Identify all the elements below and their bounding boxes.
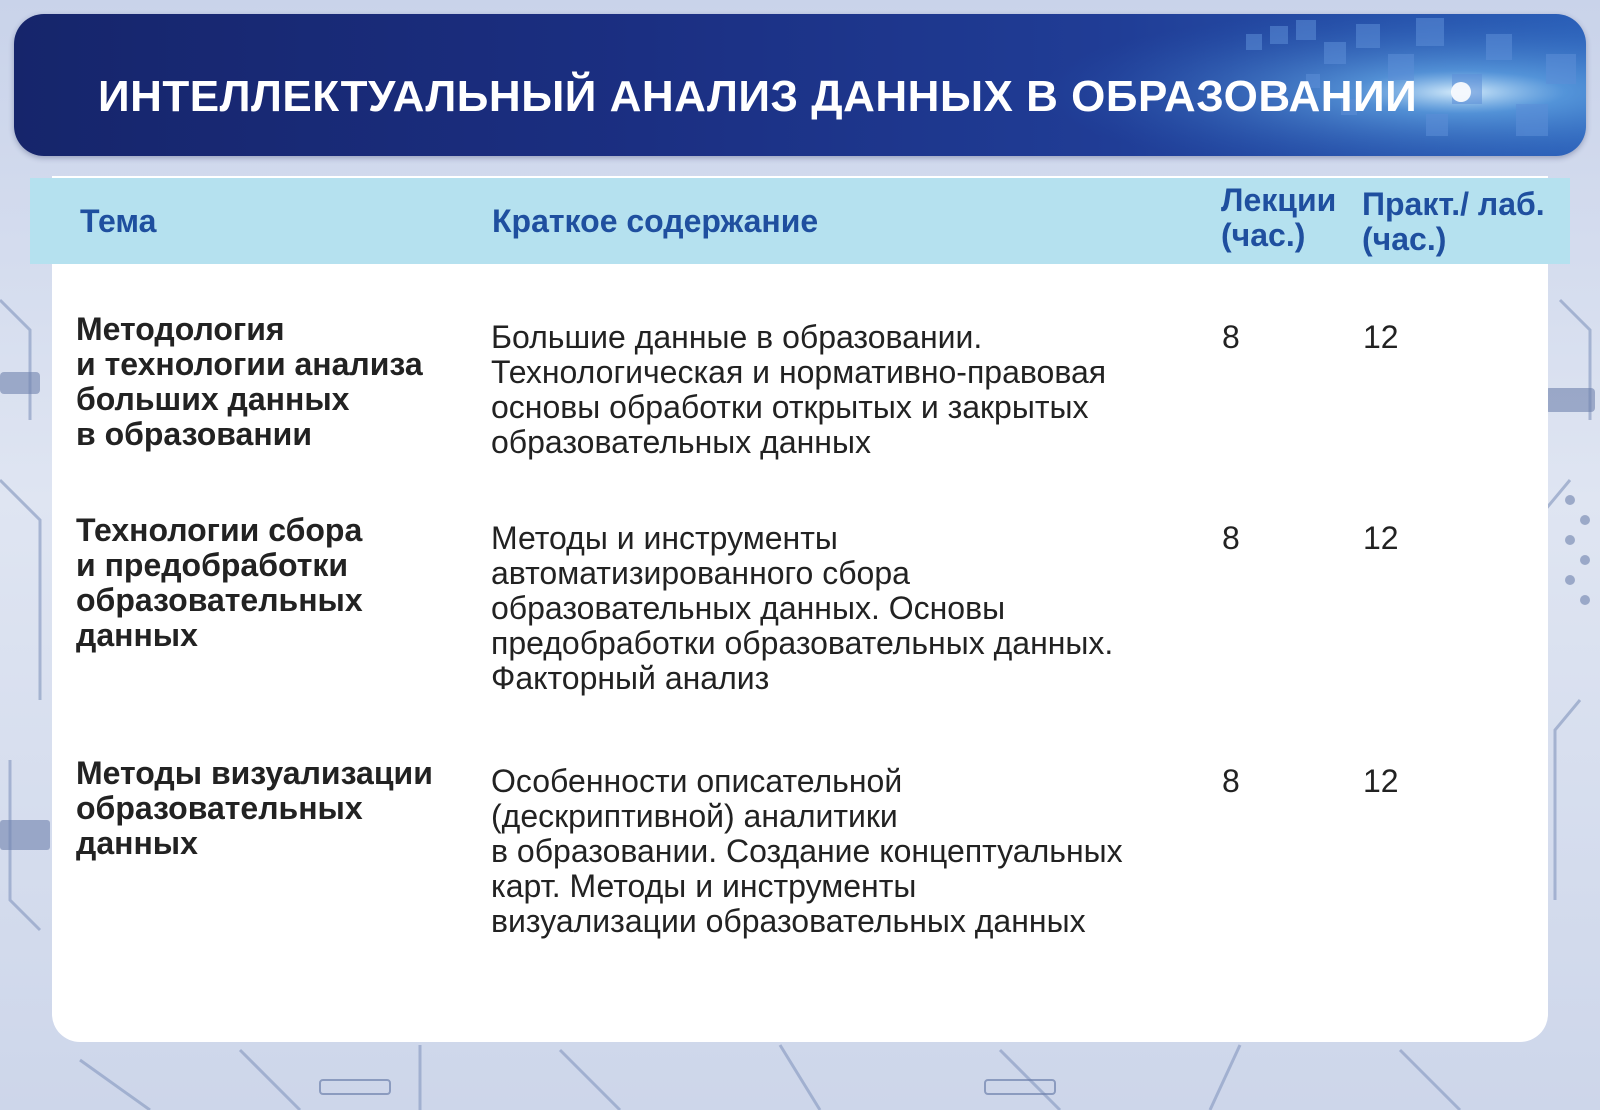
row-2-topic-line: данных — [76, 617, 198, 653]
title-banner — [14, 14, 1586, 156]
row-3-content-line: визуализации образовательных данных — [491, 903, 1086, 939]
row-1-topic-line: Методология — [76, 311, 285, 347]
page-title: ИНТЕЛЛЕКТУАЛЬНЫЙ АНАЛИЗ ДАННЫХ В ОБРАЗОВАНИИ — [98, 72, 1418, 121]
row-1-lectures: 8 — [1222, 319, 1240, 355]
row-1-content-line: образовательных данных — [491, 424, 871, 460]
row-2-practice: 12 — [1363, 520, 1399, 556]
row-1-content — [491, 320, 1211, 460]
header-topic: Тема — [80, 203, 157, 239]
table-header-row — [30, 178, 1570, 264]
row-2-topic-line: образовательных — [76, 582, 363, 618]
header-lectures-line1: Лекции — [1221, 182, 1337, 218]
row-1-topic-line: в образовании — [76, 416, 312, 452]
row-2-content — [491, 521, 1211, 696]
row-2-content-line: Факторный анализ — [491, 660, 770, 696]
row-1-content-line: Большие данные в образовании. — [491, 319, 983, 355]
row-3-topic — [76, 756, 456, 861]
row-1-content-line: Технологическая и нормативно-правовая — [491, 354, 1107, 390]
row-3-topic-line: Методы визуализации — [76, 755, 433, 791]
row-1-content-line: основы обработки открытых и закрытых — [491, 389, 1089, 425]
row-3-content-line: (дескриптивной) аналитики — [491, 798, 898, 834]
row-3-content — [491, 764, 1211, 939]
row-3-content-line: в образовании. Создание концептуальных — [491, 833, 1123, 869]
row-2-content-line: предобработки образовательных данных. — [491, 625, 1114, 661]
row-3-practice: 12 — [1363, 763, 1399, 799]
row-1-topic-line: больших данных — [76, 381, 350, 417]
row-1-topic-line: и технологии анализа — [76, 346, 423, 382]
row-2-topic-line: и предобработки — [76, 547, 349, 583]
row-2-topic-line: Технологии сбора — [76, 512, 363, 548]
row-1-topic — [76, 312, 456, 452]
row-3-lectures: 8 — [1222, 763, 1240, 799]
row-2-content-line: образовательных данных. Основы — [491, 590, 1006, 626]
header-practice-line2: (час.) — [1362, 221, 1447, 257]
row-3-content-line: Особенности описательной — [491, 763, 903, 799]
row-2-lectures: 8 — [1222, 520, 1240, 556]
row-3-topic-line: данных — [76, 825, 198, 861]
header-practice — [1362, 187, 1572, 257]
header-lectures-line2: (час.) — [1221, 217, 1306, 253]
header-content: Краткое содержание — [492, 203, 819, 239]
row-2-content-line: автоматизированного сбора — [491, 555, 910, 591]
row-3-topic-line: образовательных — [76, 790, 363, 826]
row-2-content-line: Методы и инструменты — [491, 520, 838, 556]
header-practice-line1: Практ./ лаб. — [1362, 186, 1545, 222]
row-1-practice: 12 — [1363, 319, 1399, 355]
row-3-content-line: карт. Методы и инструменты — [491, 868, 917, 904]
header-lectures — [1221, 183, 1351, 253]
row-2-topic — [76, 513, 456, 653]
